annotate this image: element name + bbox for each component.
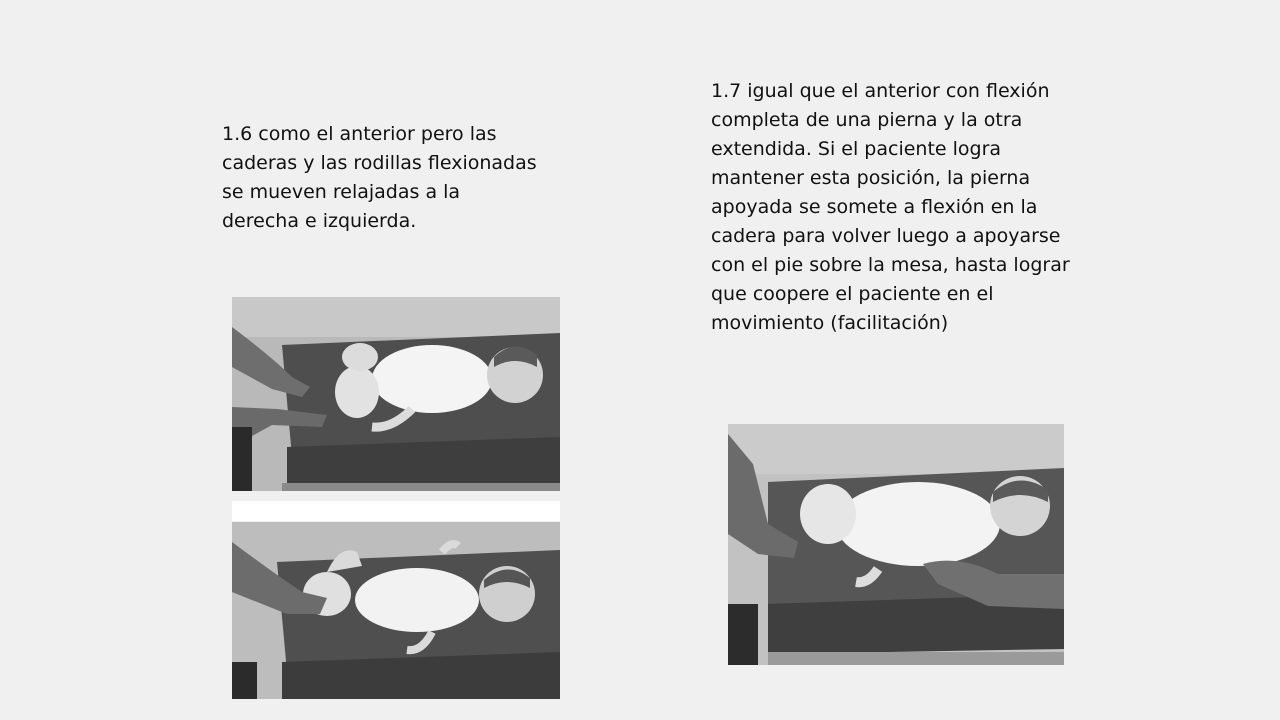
photo-separator	[232, 501, 560, 521]
photo-exercise-1-7	[728, 424, 1064, 665]
photo-exercise-1-6-top	[232, 297, 560, 491]
caption-exercise-1-6: 1.6 como el anterior pero las caderas y las rodillas flexionadas se mueven relajadas a la derecha e izquierda.	[222, 123, 537, 232]
photo-exercise-1-6-bottom	[232, 522, 560, 699]
caption-exercise-1-7: 1.7 igual que el anterior con flexión completa de una pierna y la otra extendida. Si el paciente logra mantener esta posición, la pierna apoyada se somete a flexión en la cadera para volver luego a apoyarse con el pie sobre la mesa, hasta lograr que coopere el paciente en el movimiento (facilitación)	[711, 80, 1070, 334]
